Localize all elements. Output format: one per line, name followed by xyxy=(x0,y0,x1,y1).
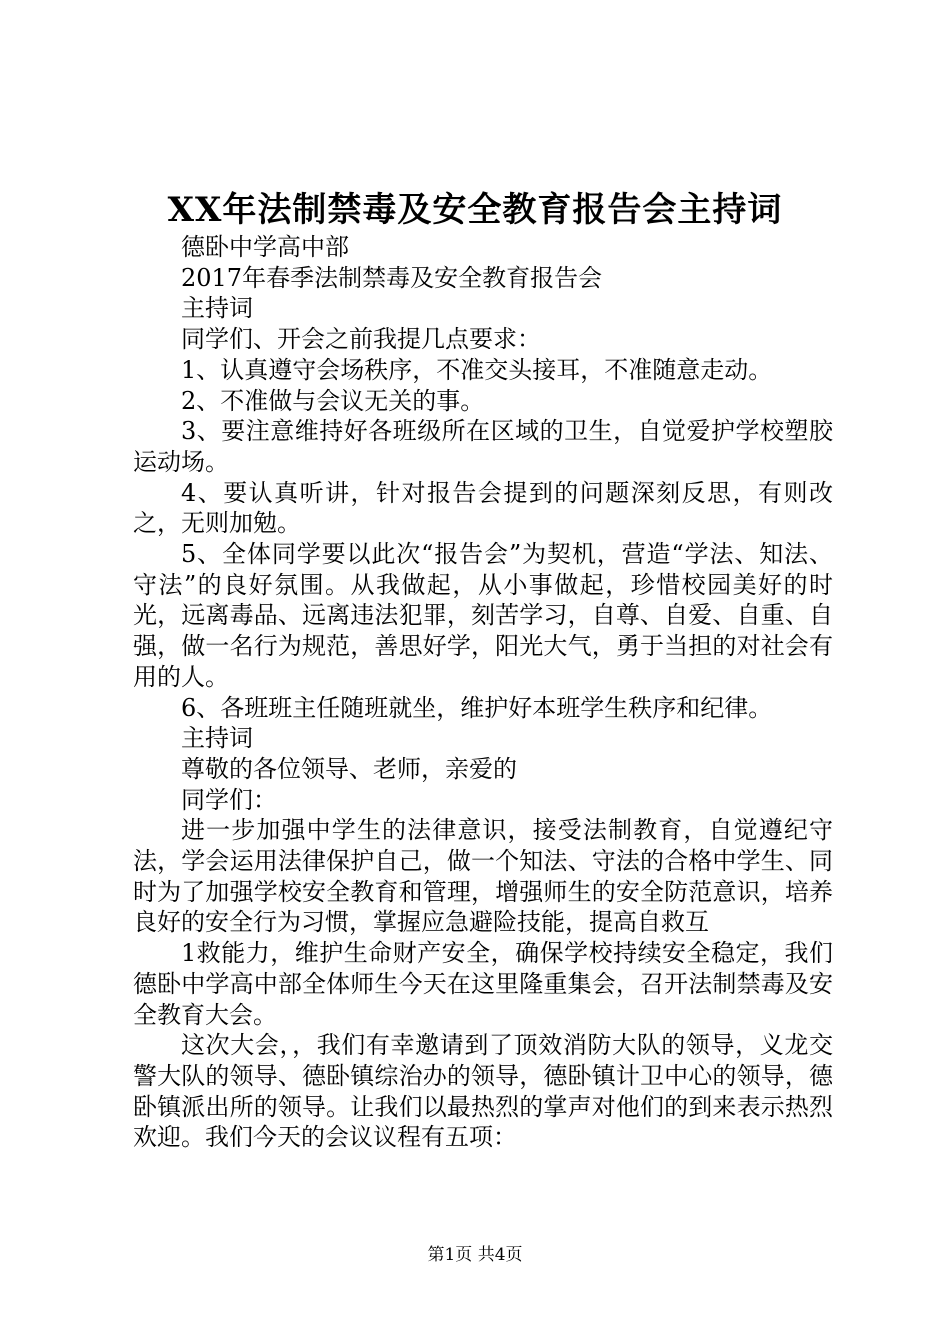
paragraph: 2017年春季法制禁毒及安全教育报告会 xyxy=(181,263,603,292)
paragraph: 进一步加强中学生的法律意识，接受法制教育，自觉遵纪守法，学会运用法律保护自己，做一个知法、守法的合格中学生、同时为了加强学校安全教育和管理，增强师生的安全防范意识，培养良好的安全行为习惯，掌握应急避险技能，提高自救互 xyxy=(133,816,833,937)
document-body xyxy=(133,232,833,1153)
paragraph: 3、要注意维持好各班级所在区域的卫生，自觉爱护学校塑胶运动场。 xyxy=(133,417,833,476)
paragraph: 1救能力，维护生命财产安全，确保学校持续安全稳定，我们德卧中学高中部全体师生今天在这里隆重集会，召开法制禁毒及安全教育大会。 xyxy=(133,939,833,1029)
paragraph: 同学们、开会之前我提几点要求： xyxy=(181,325,541,354)
paragraph: 同学们： xyxy=(181,785,277,814)
paragraph: 这次大会，，我们有幸邀请到了顶效消防大队的领导，义龙交警大队的领导、德卧镇综治办的领导，德卧镇计卫中心的领导，德卧镇派出所的领导。让我们以最热烈的掌声对他们的到来表示热烈欢迎。我们今天的会议议程有五项： xyxy=(133,1031,833,1152)
paragraph: 主持词 xyxy=(181,724,253,753)
paragraph: 2、不准做与会议无关的事。 xyxy=(181,386,485,415)
paragraph: 尊敬的各位领导、老师，亲爱的 xyxy=(181,754,517,783)
paragraph: 5、全体同学要以此次“报告会”为契机，营造“学法、知法、守法”的良好氛围。从我做起，从小事做起，珍惜校园美好的时光，远离毒品、远离违法犯罪，刻苦学习，自尊、自爱、自重、自强，做一名行为规范，善思好学，阳光大气，勇于当担的对社会有用的人。 xyxy=(133,540,833,691)
paragraph: 1、认真遵守会场秩序，不准交头接耳，不准随意走动。 xyxy=(181,355,773,384)
paragraph: 6、各班班主任随班就坐，维护好本班学生秩序和纪律。 xyxy=(181,693,773,722)
paragraph: 4、要认真听讲，针对报告会提到的问题深刻反思，有则改之，无则加勉。 xyxy=(133,478,833,538)
paragraph: 主持词 xyxy=(181,294,253,323)
paragraph: 德卧中学高中部 xyxy=(181,233,349,261)
document-title: XX年法制禁毒及安全教育报告会主持词 xyxy=(167,190,783,230)
page-number-footer: 第1页 共4页 xyxy=(427,1245,523,1265)
